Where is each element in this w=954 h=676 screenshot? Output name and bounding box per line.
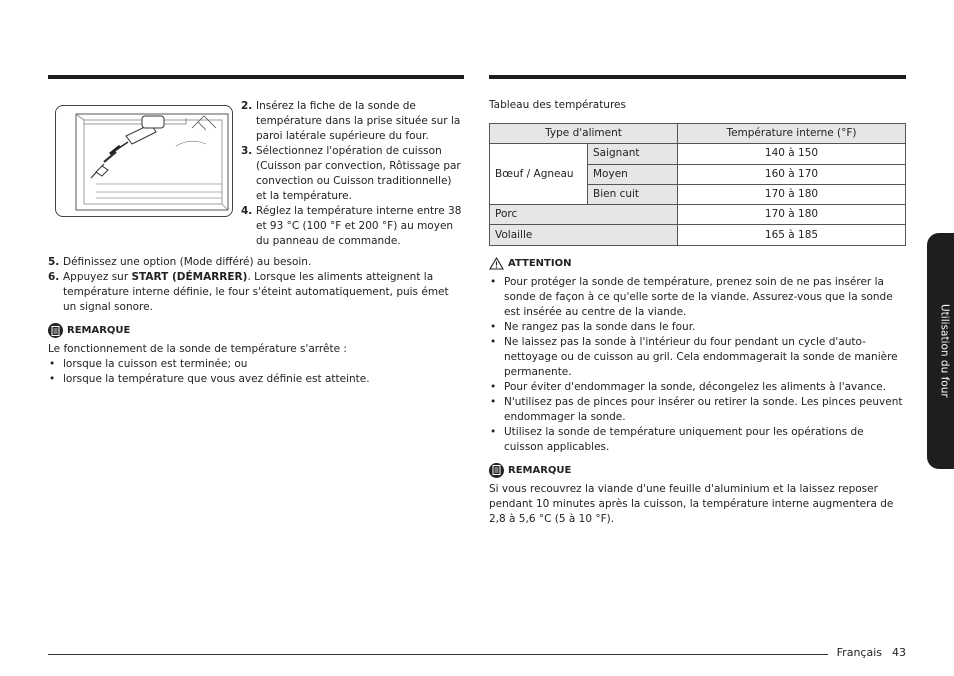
temp-cell: 165 à 185 [678, 225, 906, 245]
page-number: 43 [892, 646, 906, 659]
table-row [490, 205, 906, 225]
list-item: • Utilisez la sonde de température uniquement pour les opérations de cuisson applicables. [489, 425, 906, 455]
food-cell: Volaille [490, 225, 678, 245]
temp-cell: 170 à 180 [678, 205, 906, 225]
note-heading [489, 463, 906, 478]
beef-lamb-cell: Bœuf / Agneau [490, 144, 588, 205]
footer-language: Français [836, 646, 882, 659]
list-item: • lorsque la cuisson est terminée; ou [48, 357, 463, 372]
step-4 [241, 204, 465, 249]
page-footer [827, 645, 906, 660]
header-internal-temp: Température interne (°F) [678, 124, 906, 144]
attention-list [489, 275, 906, 455]
top-rule-right [489, 75, 906, 79]
oven-probe-illustration [55, 105, 233, 217]
note-icon [48, 323, 63, 338]
attention-heading [489, 256, 906, 271]
step-text: Insérez la fiche de la sonde de température dans la prise située sur la paroi latérale supérieure du four. [256, 100, 461, 142]
list-item: • Ne rangez pas la sonde dans le four. [489, 320, 906, 335]
steps-2-to-4 [241, 99, 465, 249]
step-text: Sélectionnez l'opération de cuisson (Cuisson par convection, Rôtissage par convection ou Cuisson traditionnelle) et la température. [256, 145, 461, 202]
note-text: Si vous recouvrez la viande d'une feuille d'aluminium et la laissez reposer pendant 10 minutes après la cuisson, la température interne augmentera de 2,8 à 5,6 °C (5 à 10 °F). [489, 482, 894, 525]
footer-rule [48, 654, 828, 655]
food-cell: Porc [490, 205, 678, 225]
note-heading-text: REMARQUE [508, 464, 572, 476]
header-food-type: Type d'aliment [490, 124, 678, 144]
list-item: • Pour éviter d'endommager la sonde, décongelez les aliments à l'avance. [489, 380, 906, 395]
step-number: 2. [241, 100, 253, 112]
table-title: Tableau des températures [489, 99, 626, 111]
temperature-table [489, 123, 906, 246]
note-intro: Le fonctionnement de la sonde de température s'arrête : [48, 343, 347, 355]
list-item: • N'utilisez pas de pinces pour insérer ou retirer la sonde. Les pinces peuvent endommager la sonde. [489, 395, 906, 425]
step-text [63, 270, 463, 315]
table-row [490, 225, 906, 245]
note-heading [48, 323, 463, 338]
note-heading-text: REMARQUE [67, 325, 131, 336]
step-number: 6. [48, 271, 60, 283]
step-3 [241, 144, 465, 204]
step-2 [241, 99, 465, 144]
step-text: Définissez une option (Mode différé) au besoin. [63, 256, 312, 268]
step-text-post: . Lorsque les aliments atteignent la température interne définie, le four s'éteint automatiquement, puis émet un signal sonore. [63, 271, 449, 313]
step-6 [48, 270, 463, 315]
temp-cell: 160 à 170 [678, 164, 906, 184]
list-item: • Pour protéger la sonde de température, prenez soin de ne pas insérer la sonde de façon à ce qu'elle sorte de la viande. Assurez-vous que la sonde est insérée au centre de la viande. [489, 275, 906, 320]
top-rule-left [48, 75, 464, 79]
note-list [48, 357, 463, 387]
step-number: 5. [48, 256, 60, 268]
step-number: 3. [241, 145, 253, 157]
section-tab-text: Utilisation du four [938, 304, 951, 398]
note-icon [489, 463, 504, 478]
temp-cell: 170 à 180 [678, 184, 906, 204]
step-text-pre: Appuyez sur [63, 271, 132, 283]
step-text: Réglez la température interne entre 38 et 93 °C (100 °F et 200 °F) au moyen du panneau de commande. [256, 205, 462, 247]
right-column [489, 98, 906, 527]
start-button-label: START (DÉMARRER) [131, 271, 248, 283]
warning-icon [489, 257, 504, 270]
doneness-cell: Saignant [588, 144, 678, 164]
section-tab-label [934, 233, 954, 469]
probe-insertion-drawing [56, 106, 232, 216]
doneness-cell: Moyen [588, 164, 678, 184]
attention-heading-text: ATTENTION [508, 257, 572, 269]
left-body [48, 255, 463, 387]
doneness-cell: Bien cuit [588, 184, 678, 204]
table-row [490, 144, 906, 164]
table-header-row [490, 124, 906, 144]
temp-cell: 140 à 150 [678, 144, 906, 164]
step-5 [48, 255, 463, 270]
list-item: • lorsque la température que vous avez définie est atteinte. [48, 372, 463, 387]
step-number: 4. [241, 205, 253, 217]
list-item: • Ne laissez pas la sonde à l'intérieur du four pendant un cycle d'auto-nettoyage ou de cuisson au gril. Cela endommagerait la sonde de manière permanente. [489, 335, 906, 380]
